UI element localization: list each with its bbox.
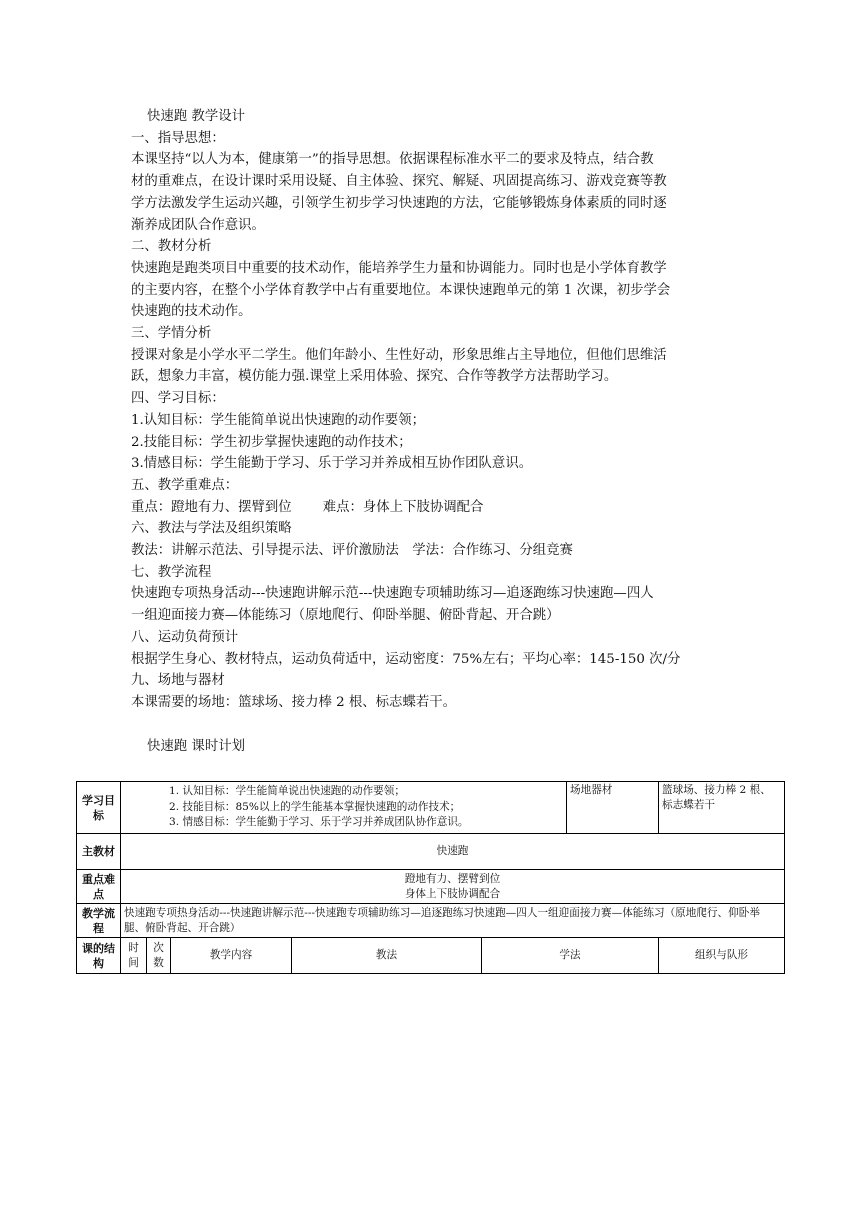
section-heading: 五、教学重难点： [131,477,239,493]
col-method: 教法 [292,938,482,974]
doc-title: 快速跑 教学设计 [147,109,245,124]
section-line: 授课对象是小学水平二学生。他们年龄小、生性好动，形象思维占主导地位，但他们思维活 [131,347,667,363]
venue-value: 篮球场、接力棒 2 根、标志蝶若干 [659,782,785,834]
section-heading: 七、教学流程 [131,564,212,580]
section-heading: 四、学习目标： [131,391,225,407]
goals-label: 学习目标 [77,782,121,834]
section-line: 一组迎面接力赛—体能练习（原地爬行、仰卧举腿、俯卧背起、开合跳） [131,608,560,624]
section-line: 教法：讲解示范法、引导提示法、评价激励法 学法：合作练习、分组竞赛 [131,543,573,559]
col-time: 时间 [121,938,147,974]
difficulty-point: 身体上下肢协调配合 [404,887,501,900]
key-point: 蹬地有力、摆臂到位 [404,872,501,885]
lesson-plan-table [76,781,785,974]
goal-item: 3. 情感目标：学生能勤于学习、乐于学习并养成团队协作意识。 [169,816,469,829]
goal-item: 1. 认知目标：学生能简单说出快速跑的动作要领； [169,785,405,798]
venue-label: 场地器材 [567,782,659,834]
col-count: 次数 [147,938,171,974]
section-heading: 三、学情分析 [131,326,212,342]
section-line: 3.情感目标：学生能勤于学习、乐于学习并养成相互协作团队意识。 [131,456,533,472]
col-org: 组织与队形 [659,938,785,974]
structure-header-row [77,938,785,974]
structure-label: 课的结构 [77,938,121,974]
section-line: 材的重难点，在设计课时采用设疑、自主体验、探究、解疑、巩固提高练习、游戏竞赛等教 [131,174,667,190]
section-line: 2.技能目标：学生初步掌握快速跑的动作技术； [131,434,412,450]
plan-title: 快速跑 课时计划 [147,738,245,754]
section-line: 1.认知目标：学生能简单说出快速跑的动作要领； [131,412,425,428]
section-line: 渐养成团队合作意识。 [131,217,265,233]
section-heading: 二、教材分析 [131,239,212,255]
goals-row [77,782,785,834]
section-line: 快速跑专项热身活动---快速跑讲解示范---快速跑专项辅助练习—追逐跑练习快速跑—四人 [131,586,654,602]
flow-label: 教学流程 [77,904,121,938]
section-line: 跃，想象力丰富，模仿能力强.课堂上采用体验、探究、合作等教学方法帮助学习。 [131,369,618,385]
flow-value: 快速跑专项热身活动---快速跑讲解示范---快速跑专项辅助练习—追逐跑练习快速跑—四人一组迎面接力赛—体能练习（原地爬行、仰卧举腿、俯卧背起、开合跳） [121,904,785,938]
doc-sections [131,128,741,714]
section-heading: 九、场地与器材 [131,673,225,689]
flow-row [77,904,785,938]
section-line: 重点：蹬地有力、摆臂到位 难点：身体上下肢协调配合 [131,499,484,515]
key-points-row [77,870,785,904]
section-line: 的主要内容，在整个小学体育教学中占有重要地位。本课快速跑单元的第 1 次课，初步学会 [131,282,671,298]
section-heading: 八、运动负荷预计 [131,629,239,645]
goal-item: 2. 技能目标：85%以上的学生能基本掌握快速跑的动作技术； [169,800,461,813]
section-heading: 六、教法与学法及组织策略 [131,521,292,537]
main-label: 主教材 [77,834,121,870]
main-value: 快速跑 [121,834,785,870]
spacer [131,714,741,736]
section-line: 学方法激发学生运动兴趣，引领学生初步学习快速跑的方法，它能够锻炼身体素质的同时逐 [131,195,667,211]
key-value [121,870,785,904]
col-content: 教学内容 [171,938,292,974]
section-line: 根据学生身心、教材特点，运动负荷适中，运动密度：75%左右；平均心率：145-150 次/分 [131,651,681,667]
section-heading: 一、指导思想： [131,130,225,146]
section-line: 本课坚持“以人为本，健康第一”的指导思想。依据课程标准水平二的要求及特点，结合教 [131,152,654,168]
col-study: 学法 [482,938,659,974]
main-material-row [77,834,785,870]
key-label: 重点难点 [77,870,121,904]
section-line: 快速跑的技术动作。 [131,304,252,320]
section-line: 快速跑是跑类项目中重要的技术动作，能培养学生力量和协调能力。同时也是小学体育教学 [131,260,667,276]
section-line: 本课需要的场地：篮球场、接力棒 2 根、标志蝶若干。 [131,694,457,710]
goals-cell [121,782,567,834]
teaching-design [131,106,741,757]
